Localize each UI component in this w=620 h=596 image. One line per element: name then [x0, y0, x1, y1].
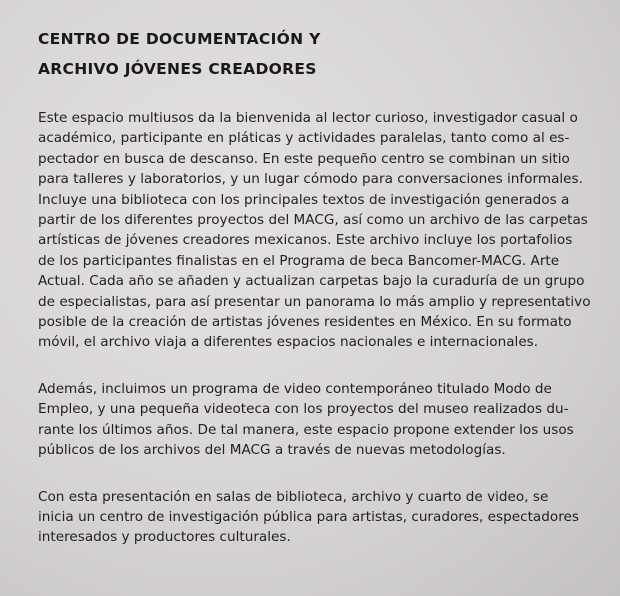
paragraph-3: [38, 487, 598, 548]
panel-body: [38, 108, 598, 574]
panel-heading: [38, 24, 321, 84]
text-line: partir de los diferentes proyectos del MACG, así como un archivo de las carpetas: [38, 212, 588, 229]
text-line: pectador en busca de descanso. En este pequeño centro se combinan un sitio: [38, 150, 570, 167]
text-line: posible de la creación de artistas jóvenes residentes en México. En su formato: [38, 314, 572, 331]
text-line: Además, incluimos un programa de video contemporáneo titulado Modo de: [38, 380, 552, 397]
text-line: Empleo, y una pequeña videoteca con los proyectos del museo realizados du-: [38, 401, 569, 418]
heading-line: CENTRO DE DOCUMENTACIÓN Y: [38, 30, 321, 48]
text-line: móvil, el archivo viaja a diferentes espacios nacionales e internacionales.: [38, 334, 539, 351]
text-line: Incluye una biblioteca con los principales textos de investigación generados a: [38, 191, 570, 208]
text-line: Con esta presentación en salas de biblioteca, archivo y cuarto de video, se: [38, 488, 549, 505]
text-line: artísticas de jóvenes creadores mexicanos. Este archivo incluye los portafolios: [38, 232, 573, 249]
text-line: inicia un centro de investigación pública para artistas, curadores, espectadores: [38, 508, 579, 525]
paragraph-1: [38, 108, 598, 353]
text-line: rante los últimos años. De tal manera, este espacio propone extender los usos: [38, 421, 574, 438]
text-line: Actual. Cada año se añaden y actualizan carpetas bajo la curaduría de un grupo: [38, 273, 585, 290]
text-line: interesados y productores culturales.: [38, 529, 291, 546]
text-line: académico, participante en pláticas y actividades paralelas, tanto como al es-: [38, 130, 570, 147]
paragraph-2: [38, 379, 598, 461]
text-line: de especialistas, para así presentar un panorama lo más amplio y representativo: [38, 293, 591, 310]
heading-line: ARCHIVO JÓVENES CREADORES: [38, 60, 317, 78]
text-line: para talleres y laboratorios, y un lugar cómodo para conversaciones informales.: [38, 171, 583, 188]
text-line: Este espacio multiusos da la bienvenida al lector curioso, investigador casual o: [38, 110, 578, 126]
text-line: de los participantes finalistas en el Programa de beca Bancomer-MACG. Arte: [38, 252, 560, 269]
text-line: públicos de los archivos del MACG a través de nuevas metodologías.: [38, 442, 506, 459]
